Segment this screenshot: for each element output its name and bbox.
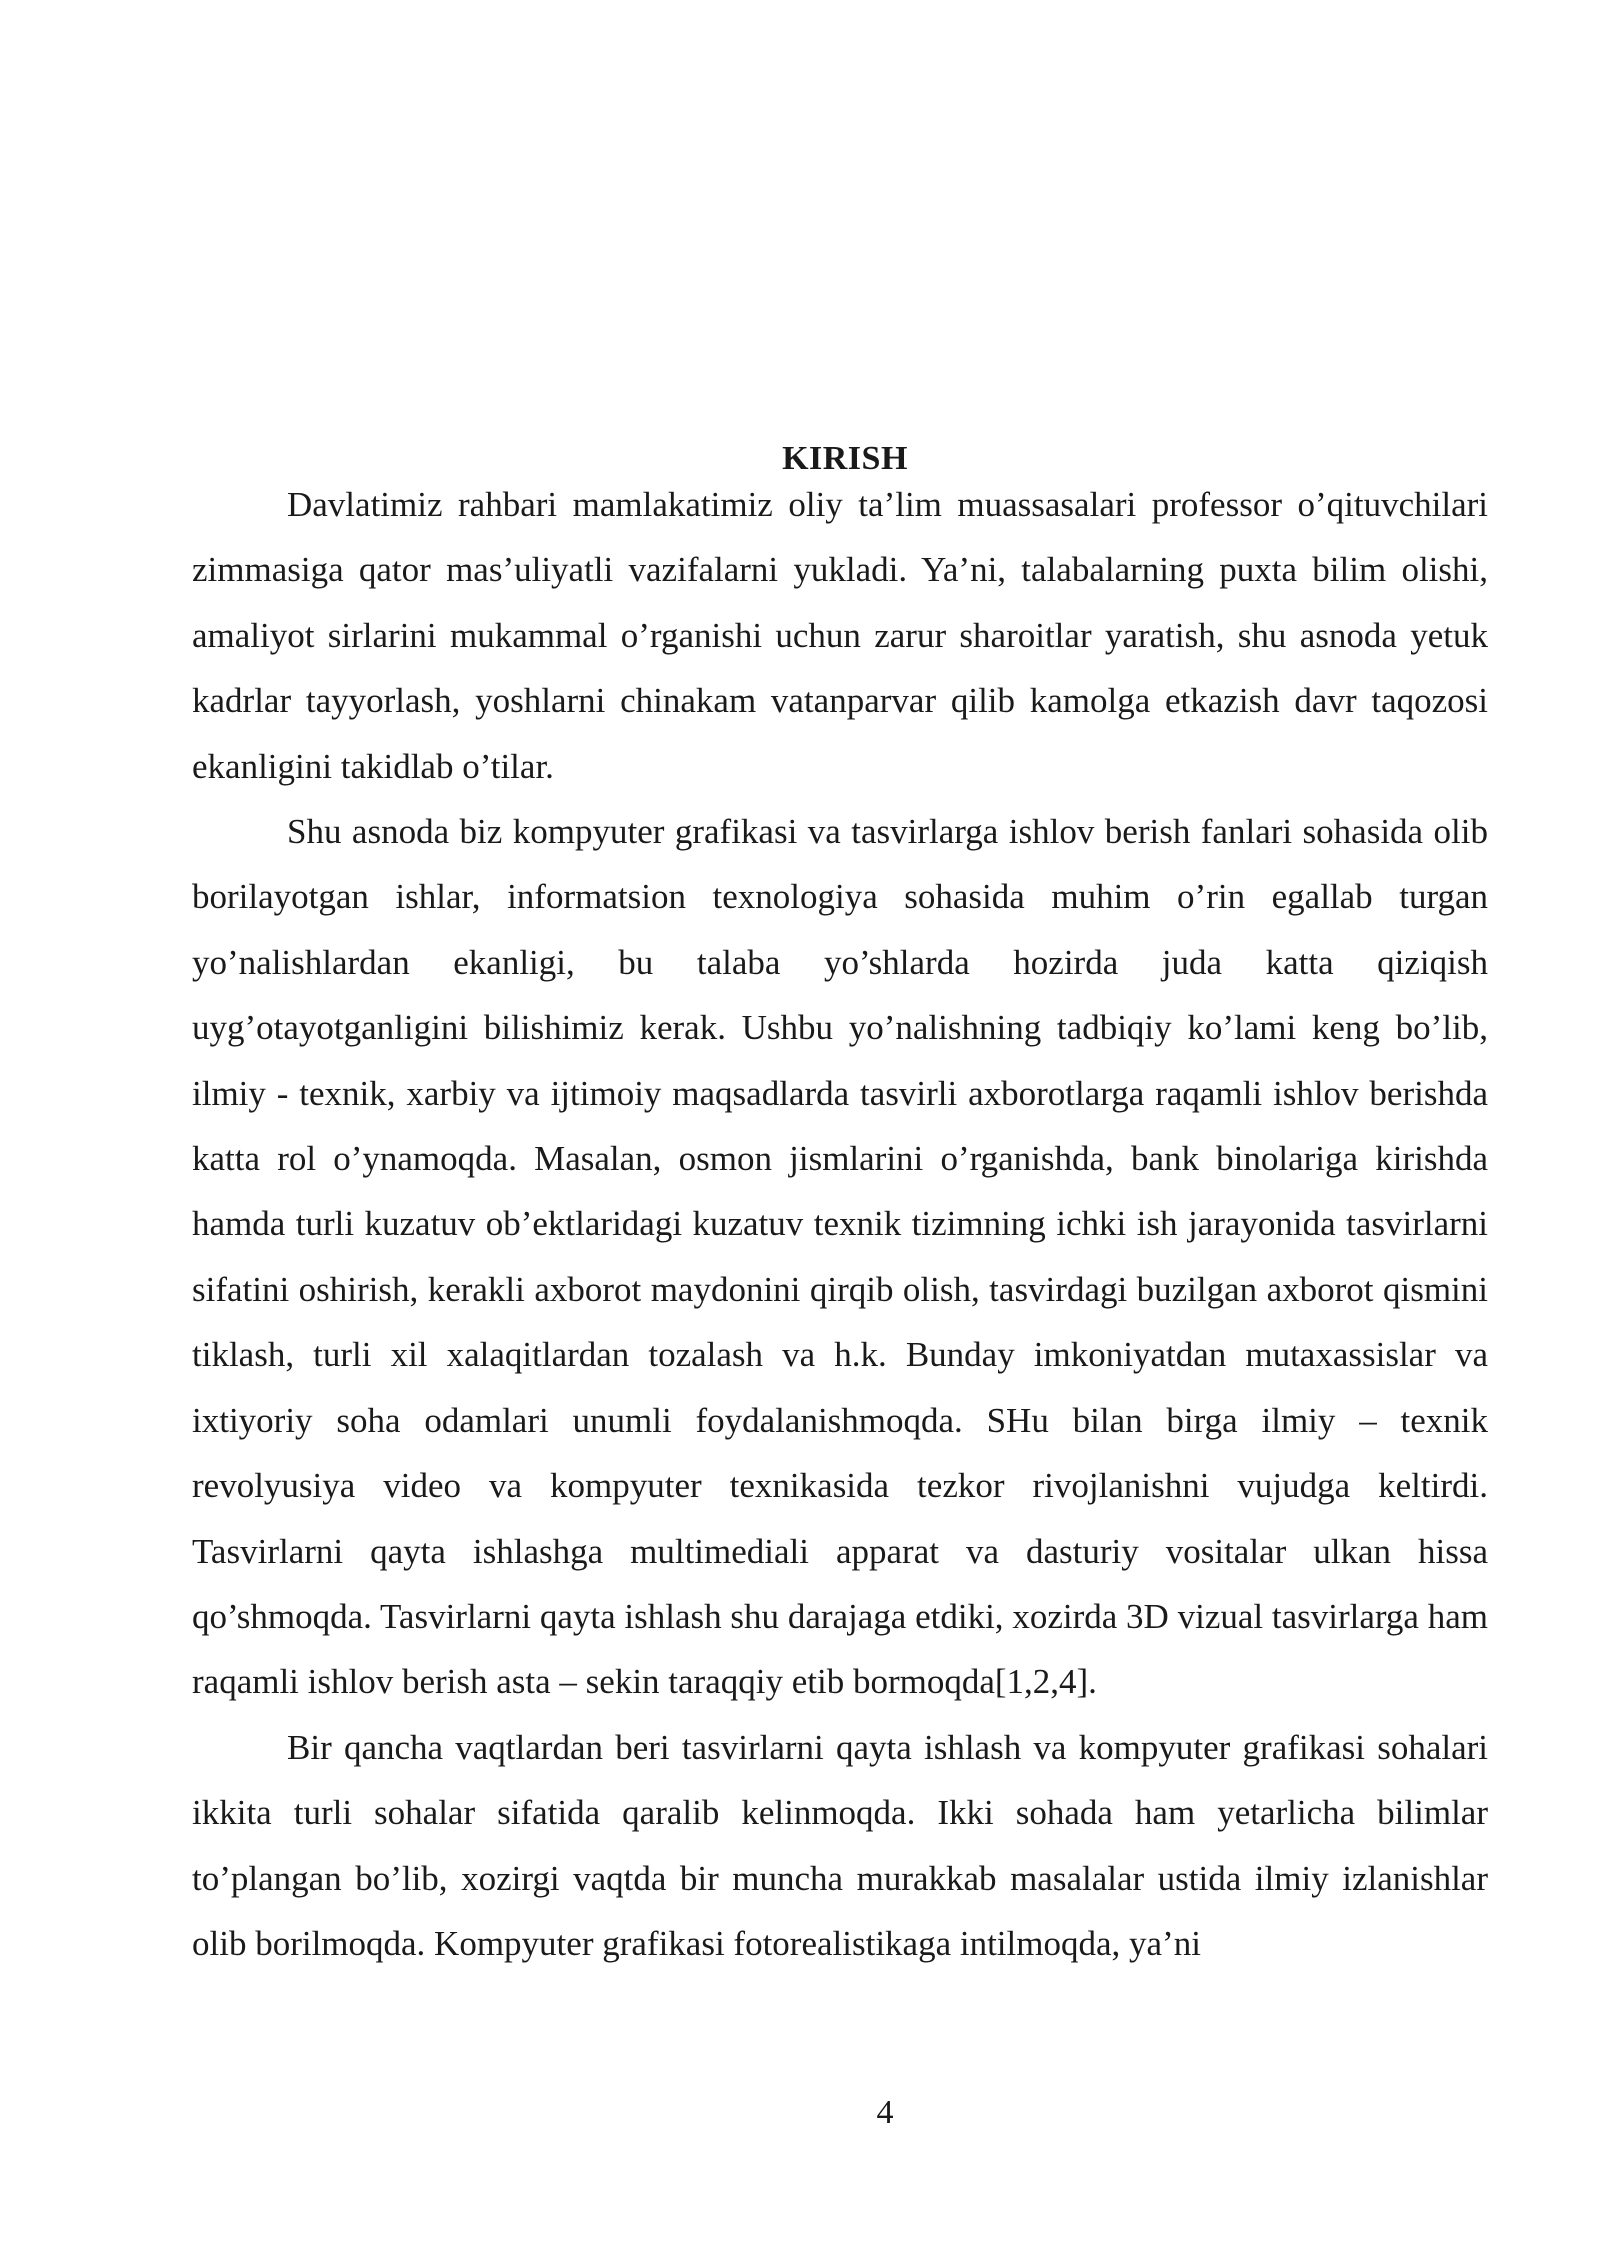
body-text (192, 472, 1488, 1976)
paragraph-1: Davlatimiz rahbari mamlakatimiz oliy ta’lim muassasalari professor o’qituvchilari zimmasiga qator mas’uliyatli vazifalarni yukladi. Ya’ni, talabalarning puxta bilim olishi, amaliyot sirlarini mukammal o’rganishi uchun zarur sharoitlar yaratish, shu asnoda yetuk kadrlar tayyorlash, yoshlarni chinakam vatanparvar qilib kamolga etkazish davr taqozosi ekanligini takidlab o’tilar. (192, 485, 1488, 786)
section-title: KIRISH (782, 439, 908, 477)
page-number: 4 (876, 2094, 894, 2131)
paragraph-3: Bir qancha vaqtlardan beri tasvirlarni qayta ishlash va kompyuter grafikasi sohalari ikkita turli sohalar sifatida qaralib kelinmoqda. Ikki sohada ham yetarlicha bilimlar to’plangan bo’lib, xozirgi vaqtda bir muncha murakkab masalalar ustida ilmiy izlanishlar olib borilmoqda. Kompyuter grafikasi fotorealistikaga intilmoqda, ya’ni (192, 1727, 1488, 1963)
paragraph-2: Shu asnoda biz kompyuter grafikasi va tasvirlarga ishlov berish fanlari sohasida olib borilayotgan ishlar, informatsion texnologiya sohasida muhim o’rin egallab turgan yo’nalishlardan ekanligi, bu talaba yo’shlarda hozirda juda katta qiziqish uyg’otayotganligini bilishimiz kerak. Ushbu yo’nalishning tadbiqiy ko’lami keng bo’lib, ilmiy - texnik, xarbiy va ijtimoiy maqsadlarda tasvirli axborotlarga raqamli ishlov berishda katta rol o’ynamoqda. Masalan, osmon jismlarini o’rganishda, bank binolariga kirishda hamda turli kuzatuv ob’ektlaridagi kuzatuv texnik tizimning ichki ish jarayonida tasvirlarni sifatini oshirish, kerakli axborot maydonini qirqib olish, tasvirdagi buzilgan axborot qismini tiklash, turli xil xalaqitlardan tozalash va h.k. Bunday imkoniyatdan mutaxassislar va ixtiyoriy soha odamlari unumli foydalanishmoqda. SHu bilan birga ilmiy – texnik revolyusiya video va kompyuter texnikasida tezkor rivojlanishni vujudga keltirdi. Tasvirlarni qayta ishlashga multimediali apparat va dasturiy vositalar ulkan hissa qo’shmoqda. Tasvirlarni qayta ishlash shu darajaga etdiki, xozirda 3D vizual tasvirlarga ham raqamli ishlov berish asta – sekin taraqqiy etib bormoqda[1,2,4]. (192, 812, 1488, 1702)
